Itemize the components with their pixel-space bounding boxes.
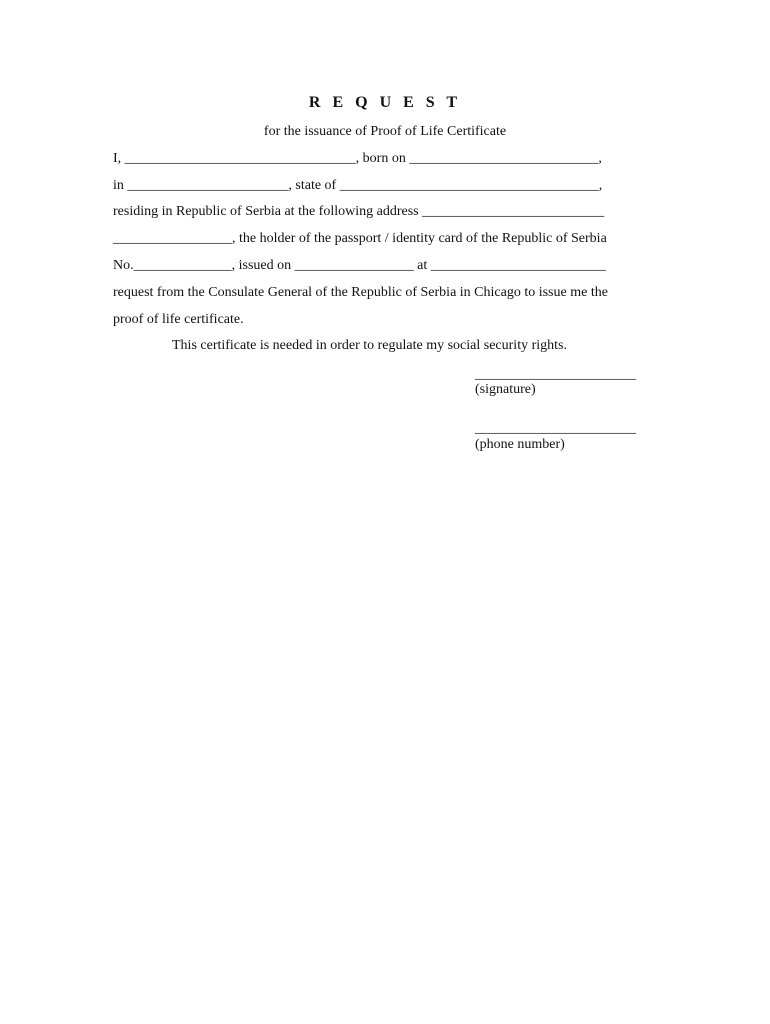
phone-line: _______________________: [475, 421, 636, 436]
phone-label: (phone number): [475, 437, 565, 452]
signature-label: (signature): [475, 382, 536, 397]
statement-text: This certificate is needed in order to regulate my social security rights.: [172, 338, 567, 353]
body-line-passport: _________________, the holder of the passport / identity card of the Republic of Serbia: [113, 231, 607, 246]
body-line-certificate: proof of life certificate.: [113, 312, 244, 327]
signature-line: _______________________: [475, 367, 636, 382]
body-line-place-state: in _______________________, state of _____________________________________,: [113, 178, 603, 193]
body-line-name-birth: I, _________________________________, born on ___________________________,: [113, 151, 602, 166]
body-line-address: residing in Republic of Serbia at the following address __________________________: [113, 204, 605, 219]
document-title: R E Q U E S T: [308, 94, 462, 111]
body-line-request: request from the Consulate General of the Republic of Serbia in Chicago to issue me the: [113, 285, 608, 300]
body-line-passport-number: No.______________, issued on _________________ at _________________________: [113, 258, 606, 273]
document-subtitle: for the issuance of Proof of Life Certificate: [263, 124, 507, 139]
